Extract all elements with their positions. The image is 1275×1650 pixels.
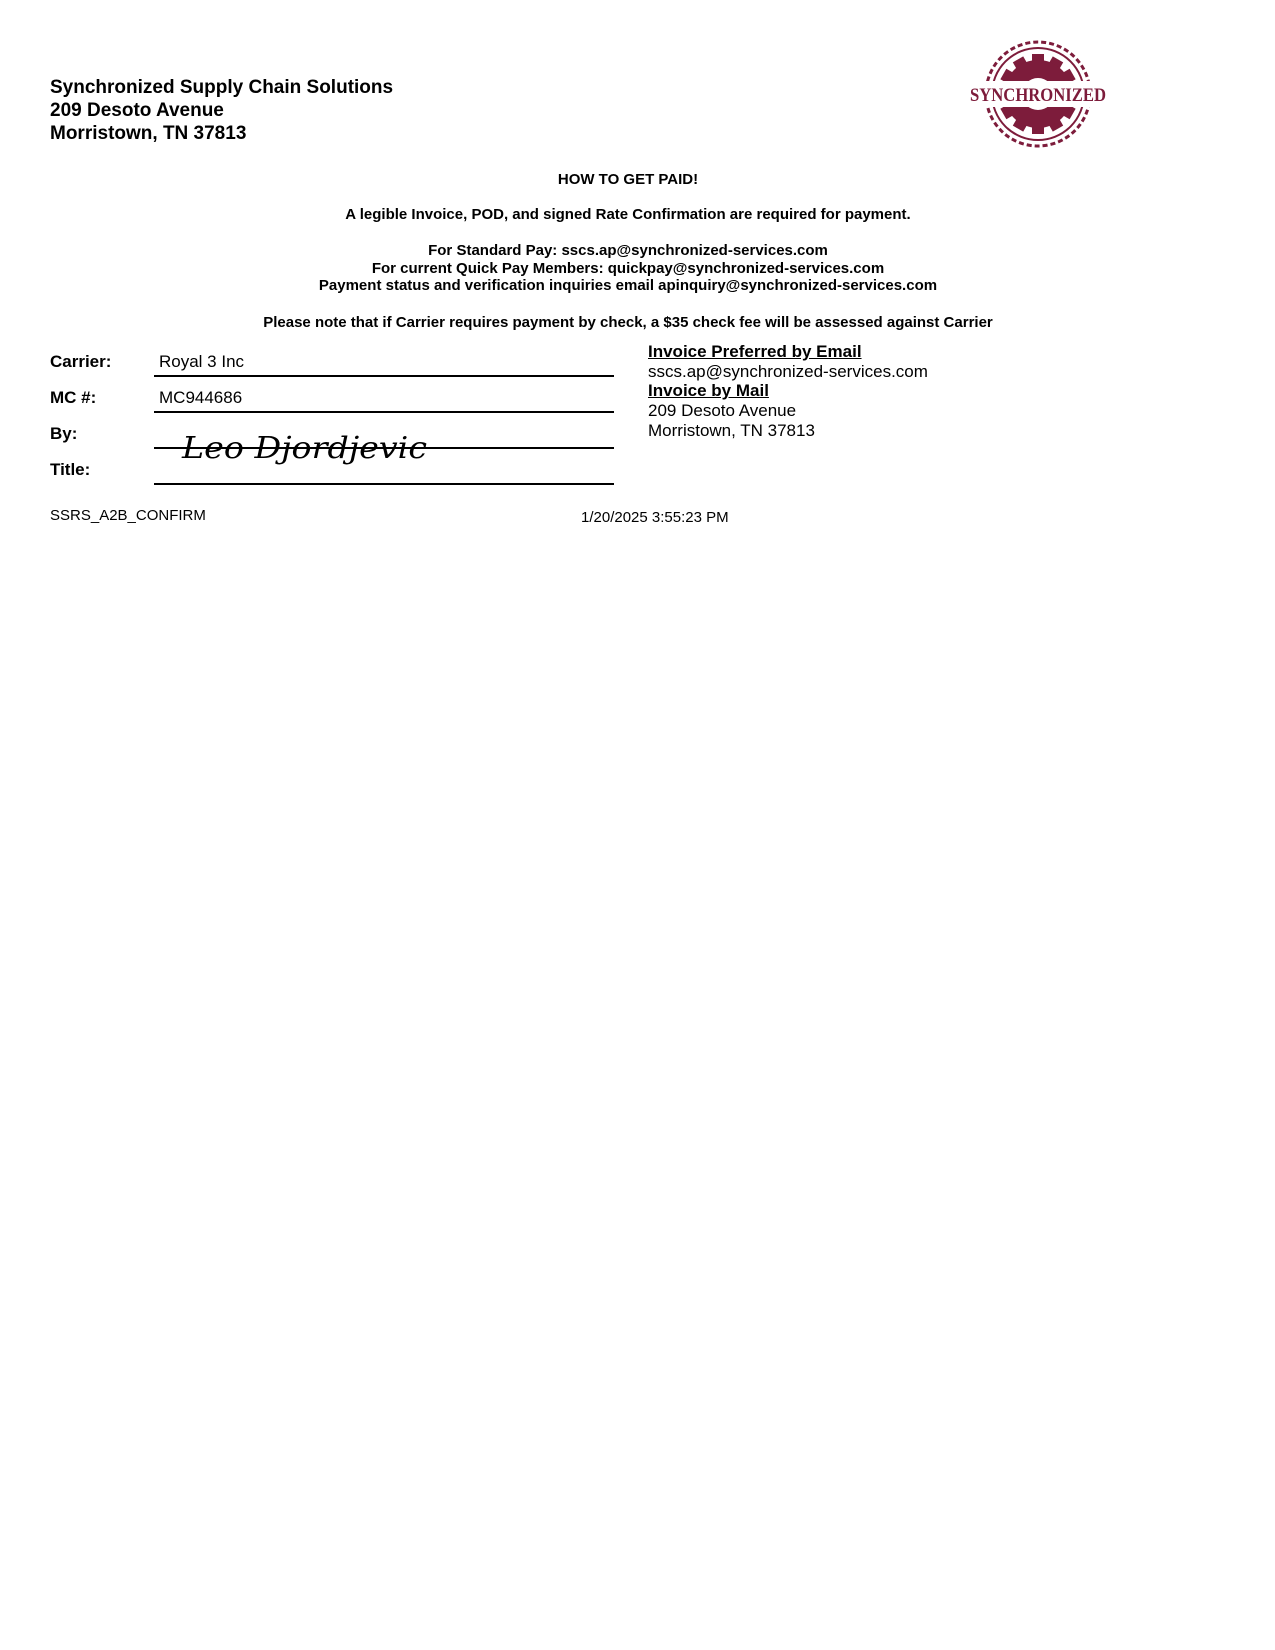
- invoice-email: sscs.ap@synchronized-services.com: [648, 362, 928, 381]
- invoice-email-heading: Invoice Preferred by Email: [648, 342, 862, 361]
- company-city-state-zip: Morristown, TN 37813: [50, 123, 247, 144]
- company-name: Synchronized Supply Chain Solutions: [50, 77, 394, 98]
- title-label: Title:: [50, 460, 91, 479]
- carrier-value: Royal 3 Inc: [159, 352, 245, 371]
- inquiries-line: Payment status and verification inquiries email apinquiry@synchronized-services.com: [318, 277, 938, 294]
- synchronized-logo: [968, 40, 1108, 152]
- company-address-block: [50, 76, 393, 145]
- mc-underline: [154, 411, 614, 413]
- company-street: 209 Desoto Avenue: [50, 100, 224, 121]
- carrier-underline: [154, 375, 614, 377]
- signature: [180, 428, 440, 488]
- invoice-mail-street: 209 Desoto Avenue: [648, 401, 797, 420]
- mc-label: MC #:: [50, 388, 97, 407]
- signature-text: Leo Djordjevic: [180, 431, 428, 466]
- payment-requirement: A legible Invoice, POD, and signed Rate Confirmation are required for payment.: [345, 206, 911, 223]
- report-id: SSRS_A2B_CONFIRM: [50, 507, 206, 524]
- by-underline: [154, 447, 614, 449]
- print-timestamp: 1/20/2025 3:55:23 PM: [581, 509, 729, 526]
- by-label: By:: [50, 424, 78, 443]
- quick-pay-line: For current Quick Pay Members: quickpay@synchronized-services.com: [371, 260, 885, 277]
- invoice-mail-city: Morristown, TN 37813: [648, 421, 815, 440]
- title-underline: [154, 483, 614, 485]
- invoice-mail-heading: Invoice by Mail: [648, 381, 769, 400]
- mc-value: MC944686: [159, 388, 243, 407]
- logo-text: SYNCHRONIZED: [970, 85, 1106, 106]
- standard-pay-line: For Standard Pay: sscs.ap@synchronized-services.com: [428, 242, 828, 259]
- instructions-heading: HOW TO GET PAID!: [557, 171, 699, 188]
- carrier-label: Carrier:: [50, 352, 112, 371]
- check-fee-note: Please note that if Carrier requires payment by check, a $35 check fee will be assessed against Carrier: [263, 314, 993, 331]
